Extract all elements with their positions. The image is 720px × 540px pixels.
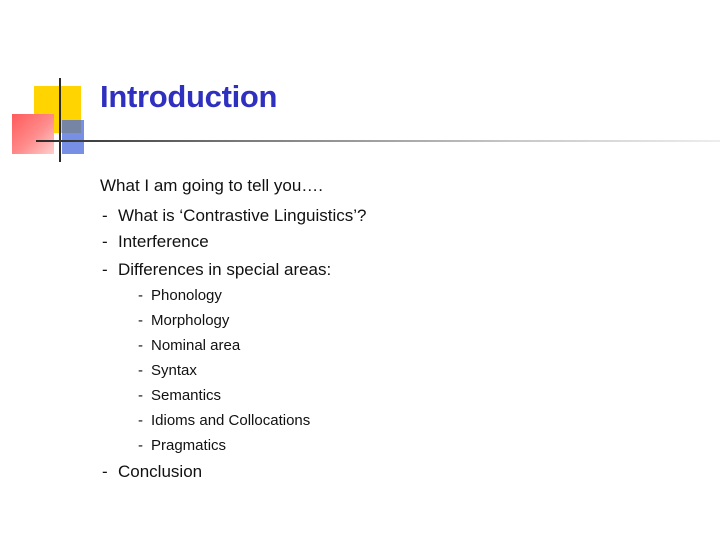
bullet-dash: - <box>102 206 108 225</box>
conclusion-label: Conclusion <box>118 462 203 481</box>
list-item-label: Interference <box>118 232 209 251</box>
list-item <box>102 462 202 482</box>
lead-text: What I am going to tell you…. <box>100 176 323 195</box>
bullet-dash: - <box>138 412 143 429</box>
list-item-label: Differences in special areas: <box>118 260 332 279</box>
bullet-dash: - <box>102 260 108 279</box>
sub-list-item <box>138 362 197 379</box>
sub-list-item-label: Semantics <box>151 387 222 404</box>
sub-list-item-label: Phonology <box>151 287 222 304</box>
sub-list-item <box>138 437 226 454</box>
decor-red-square <box>12 114 54 154</box>
title-underline-rule <box>36 140 720 142</box>
sub-list-item-label: Morphology <box>151 312 230 329</box>
bullet-dash: - <box>138 287 143 304</box>
sub-list-item <box>138 337 240 354</box>
bullet-dash: - <box>138 312 143 329</box>
sub-list-item-label: Nominal area <box>151 337 241 354</box>
decor-vertical-line <box>59 78 61 162</box>
bullet-dash: - <box>138 387 143 404</box>
list-item-label: What is ‘Contrastive Linguistics’? <box>118 206 367 225</box>
sub-list-item-label: Pragmatics <box>151 437 227 454</box>
bullet-dash: - <box>102 232 108 251</box>
bullet-dash: - <box>138 362 143 379</box>
list-item <box>102 260 331 280</box>
sub-list-item <box>138 387 221 404</box>
list-item <box>102 232 209 252</box>
sub-list-item <box>138 287 222 304</box>
bullet-dash: - <box>138 437 143 454</box>
sub-list-item <box>138 312 229 329</box>
bullet-dash: - <box>138 337 143 354</box>
sub-list-item-label: Syntax <box>151 362 197 379</box>
sub-list-item <box>138 412 310 429</box>
bullet-dash: - <box>102 462 108 481</box>
decor-blue-square <box>62 120 84 154</box>
slide-title: Introduction <box>100 79 278 114</box>
sub-list-item-label: Idioms and Collocations <box>151 412 311 429</box>
list-item <box>102 206 366 226</box>
